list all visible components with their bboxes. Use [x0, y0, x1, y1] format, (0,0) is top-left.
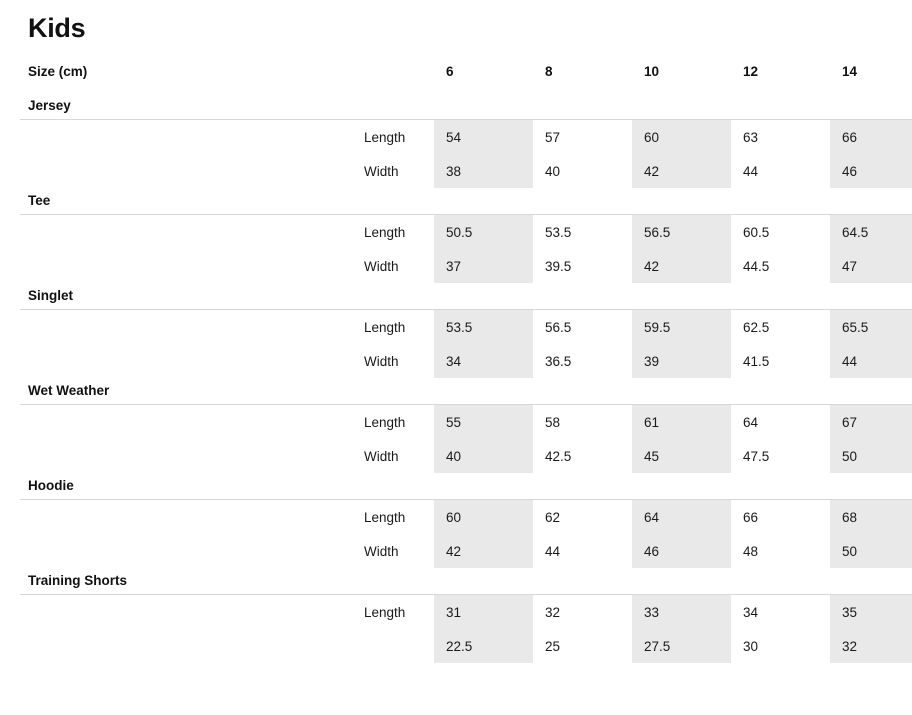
dimension-label: Length — [364, 319, 406, 335]
cell-value: 44 — [743, 163, 759, 179]
cell-value: 44 — [545, 543, 561, 559]
cell-value: 53.5 — [434, 310, 533, 345]
cell-value: 57 — [545, 129, 561, 145]
dimension-label — [342, 629, 434, 663]
table-row — [20, 595, 912, 630]
group-title-singlet: Singlet — [20, 283, 912, 310]
table-body — [20, 93, 912, 663]
table-row — [20, 154, 912, 188]
size-chart-table — [20, 58, 912, 663]
column-header-size-10: 10 — [644, 64, 660, 80]
table-row — [20, 344, 912, 378]
row-spacer — [20, 500, 342, 535]
dimension-label: Width — [364, 448, 399, 464]
dimension-label: Length — [364, 604, 406, 620]
cell-value: 68 — [830, 500, 912, 535]
group-title-hoodie: Hoodie — [20, 473, 912, 500]
column-header-size-12: 12 — [743, 64, 759, 80]
cell-value: 61 — [632, 405, 731, 440]
table-row — [20, 310, 912, 345]
table-row — [20, 249, 912, 283]
table-row — [20, 439, 912, 473]
cell-value: 44.5 — [743, 258, 770, 274]
cell-value: 50 — [830, 534, 912, 568]
cell-value: 42 — [632, 154, 731, 188]
cell-value: 40 — [434, 439, 533, 473]
column-header-size-6: 6 — [446, 64, 454, 80]
cell-value: 45 — [632, 439, 731, 473]
dimension-label: Width — [364, 543, 399, 559]
row-spacer — [20, 154, 342, 188]
group-title-row — [20, 283, 912, 310]
cell-value: 37 — [434, 249, 533, 283]
table-header-row — [20, 58, 912, 93]
cell-value: 39 — [632, 344, 731, 378]
cell-value: 50 — [830, 439, 912, 473]
table-row — [20, 534, 912, 568]
cell-value: 34 — [743, 604, 759, 620]
group-title-jersey: Jersey — [20, 93, 912, 120]
cell-value: 60 — [632, 120, 731, 155]
row-spacer — [20, 534, 342, 568]
page-title: Kids — [28, 13, 86, 43]
cell-value: 41.5 — [743, 353, 770, 369]
dimension-label: Length — [364, 224, 406, 240]
cell-value: 27.5 — [632, 629, 731, 663]
cell-value: 38 — [434, 154, 533, 188]
group-title-row — [20, 188, 912, 215]
cell-value: 48 — [743, 543, 759, 559]
group-title-row — [20, 568, 912, 595]
cell-value: 30 — [743, 638, 759, 654]
cell-value: 60.5 — [743, 224, 770, 240]
dimension-label: Width — [364, 258, 399, 274]
cell-value: 32 — [830, 629, 912, 663]
cell-value: 47.5 — [743, 448, 770, 464]
cell-value: 64.5 — [830, 215, 912, 250]
group-title-row — [20, 473, 912, 500]
cell-value: 46 — [632, 534, 731, 568]
dimension-label: Width — [364, 353, 399, 369]
group-title-training-shorts: Training Shorts — [20, 568, 912, 595]
cell-value: 34 — [434, 344, 533, 378]
cell-value: 63 — [743, 129, 759, 145]
cell-value: 22.5 — [434, 629, 533, 663]
row-spacer — [20, 629, 342, 663]
row-header-label: Size (cm) — [28, 64, 88, 80]
cell-value: 65.5 — [830, 310, 912, 345]
cell-value: 59.5 — [632, 310, 731, 345]
table-row — [20, 405, 912, 440]
table-head — [20, 58, 912, 93]
cell-value: 33 — [632, 595, 731, 630]
column-header-size-8: 8 — [545, 64, 553, 80]
table-row — [20, 215, 912, 250]
cell-value: 36.5 — [545, 353, 572, 369]
cell-value: 31 — [434, 595, 533, 630]
table-row — [20, 500, 912, 535]
cell-value: 56.5 — [545, 319, 572, 335]
cell-value: 64 — [743, 414, 759, 430]
group-title-row — [20, 378, 912, 405]
cell-value: 35 — [830, 595, 912, 630]
row-spacer — [20, 310, 342, 345]
cell-value: 39.5 — [545, 258, 572, 274]
cell-value: 42 — [632, 249, 731, 283]
row-spacer — [20, 595, 342, 630]
dimension-label: Length — [364, 509, 406, 525]
cell-value: 46 — [830, 154, 912, 188]
cell-value: 32 — [545, 604, 561, 620]
cell-value: 40 — [545, 163, 561, 179]
row-spacer — [20, 405, 342, 440]
cell-value: 58 — [545, 414, 561, 430]
group-title-tee: Tee — [20, 188, 912, 215]
cell-value: 67 — [830, 405, 912, 440]
group-title-row — [20, 93, 912, 120]
cell-value: 55 — [434, 405, 533, 440]
cell-value: 47 — [830, 249, 912, 283]
cell-value: 62 — [545, 509, 561, 525]
dimension-label: Width — [364, 163, 399, 179]
cell-value: 56.5 — [632, 215, 731, 250]
dimension-label: Length — [364, 414, 406, 430]
row-spacer — [20, 249, 342, 283]
row-spacer — [20, 439, 342, 473]
cell-value: 62.5 — [743, 319, 770, 335]
dimension-label: Length — [364, 129, 406, 145]
cell-value: 54 — [434, 120, 533, 155]
cell-value: 66 — [743, 509, 759, 525]
row-spacer — [20, 215, 342, 250]
cell-value: 42 — [434, 534, 533, 568]
cell-value: 60 — [434, 500, 533, 535]
cell-value: 64 — [632, 500, 731, 535]
column-header-size-14: 14 — [842, 64, 858, 80]
cell-value: 66 — [830, 120, 912, 155]
cell-value: 50.5 — [434, 215, 533, 250]
cell-value: 44 — [830, 344, 912, 378]
cell-value: 25 — [545, 638, 561, 654]
size-guide-page — [0, 12, 912, 715]
table-row — [20, 120, 912, 155]
row-spacer — [20, 120, 342, 155]
group-title-wet-weather: Wet Weather — [20, 378, 912, 405]
row-spacer — [20, 344, 342, 378]
cell-value: 42.5 — [545, 448, 572, 464]
table-row — [20, 629, 912, 663]
cell-value: 53.5 — [545, 224, 572, 240]
